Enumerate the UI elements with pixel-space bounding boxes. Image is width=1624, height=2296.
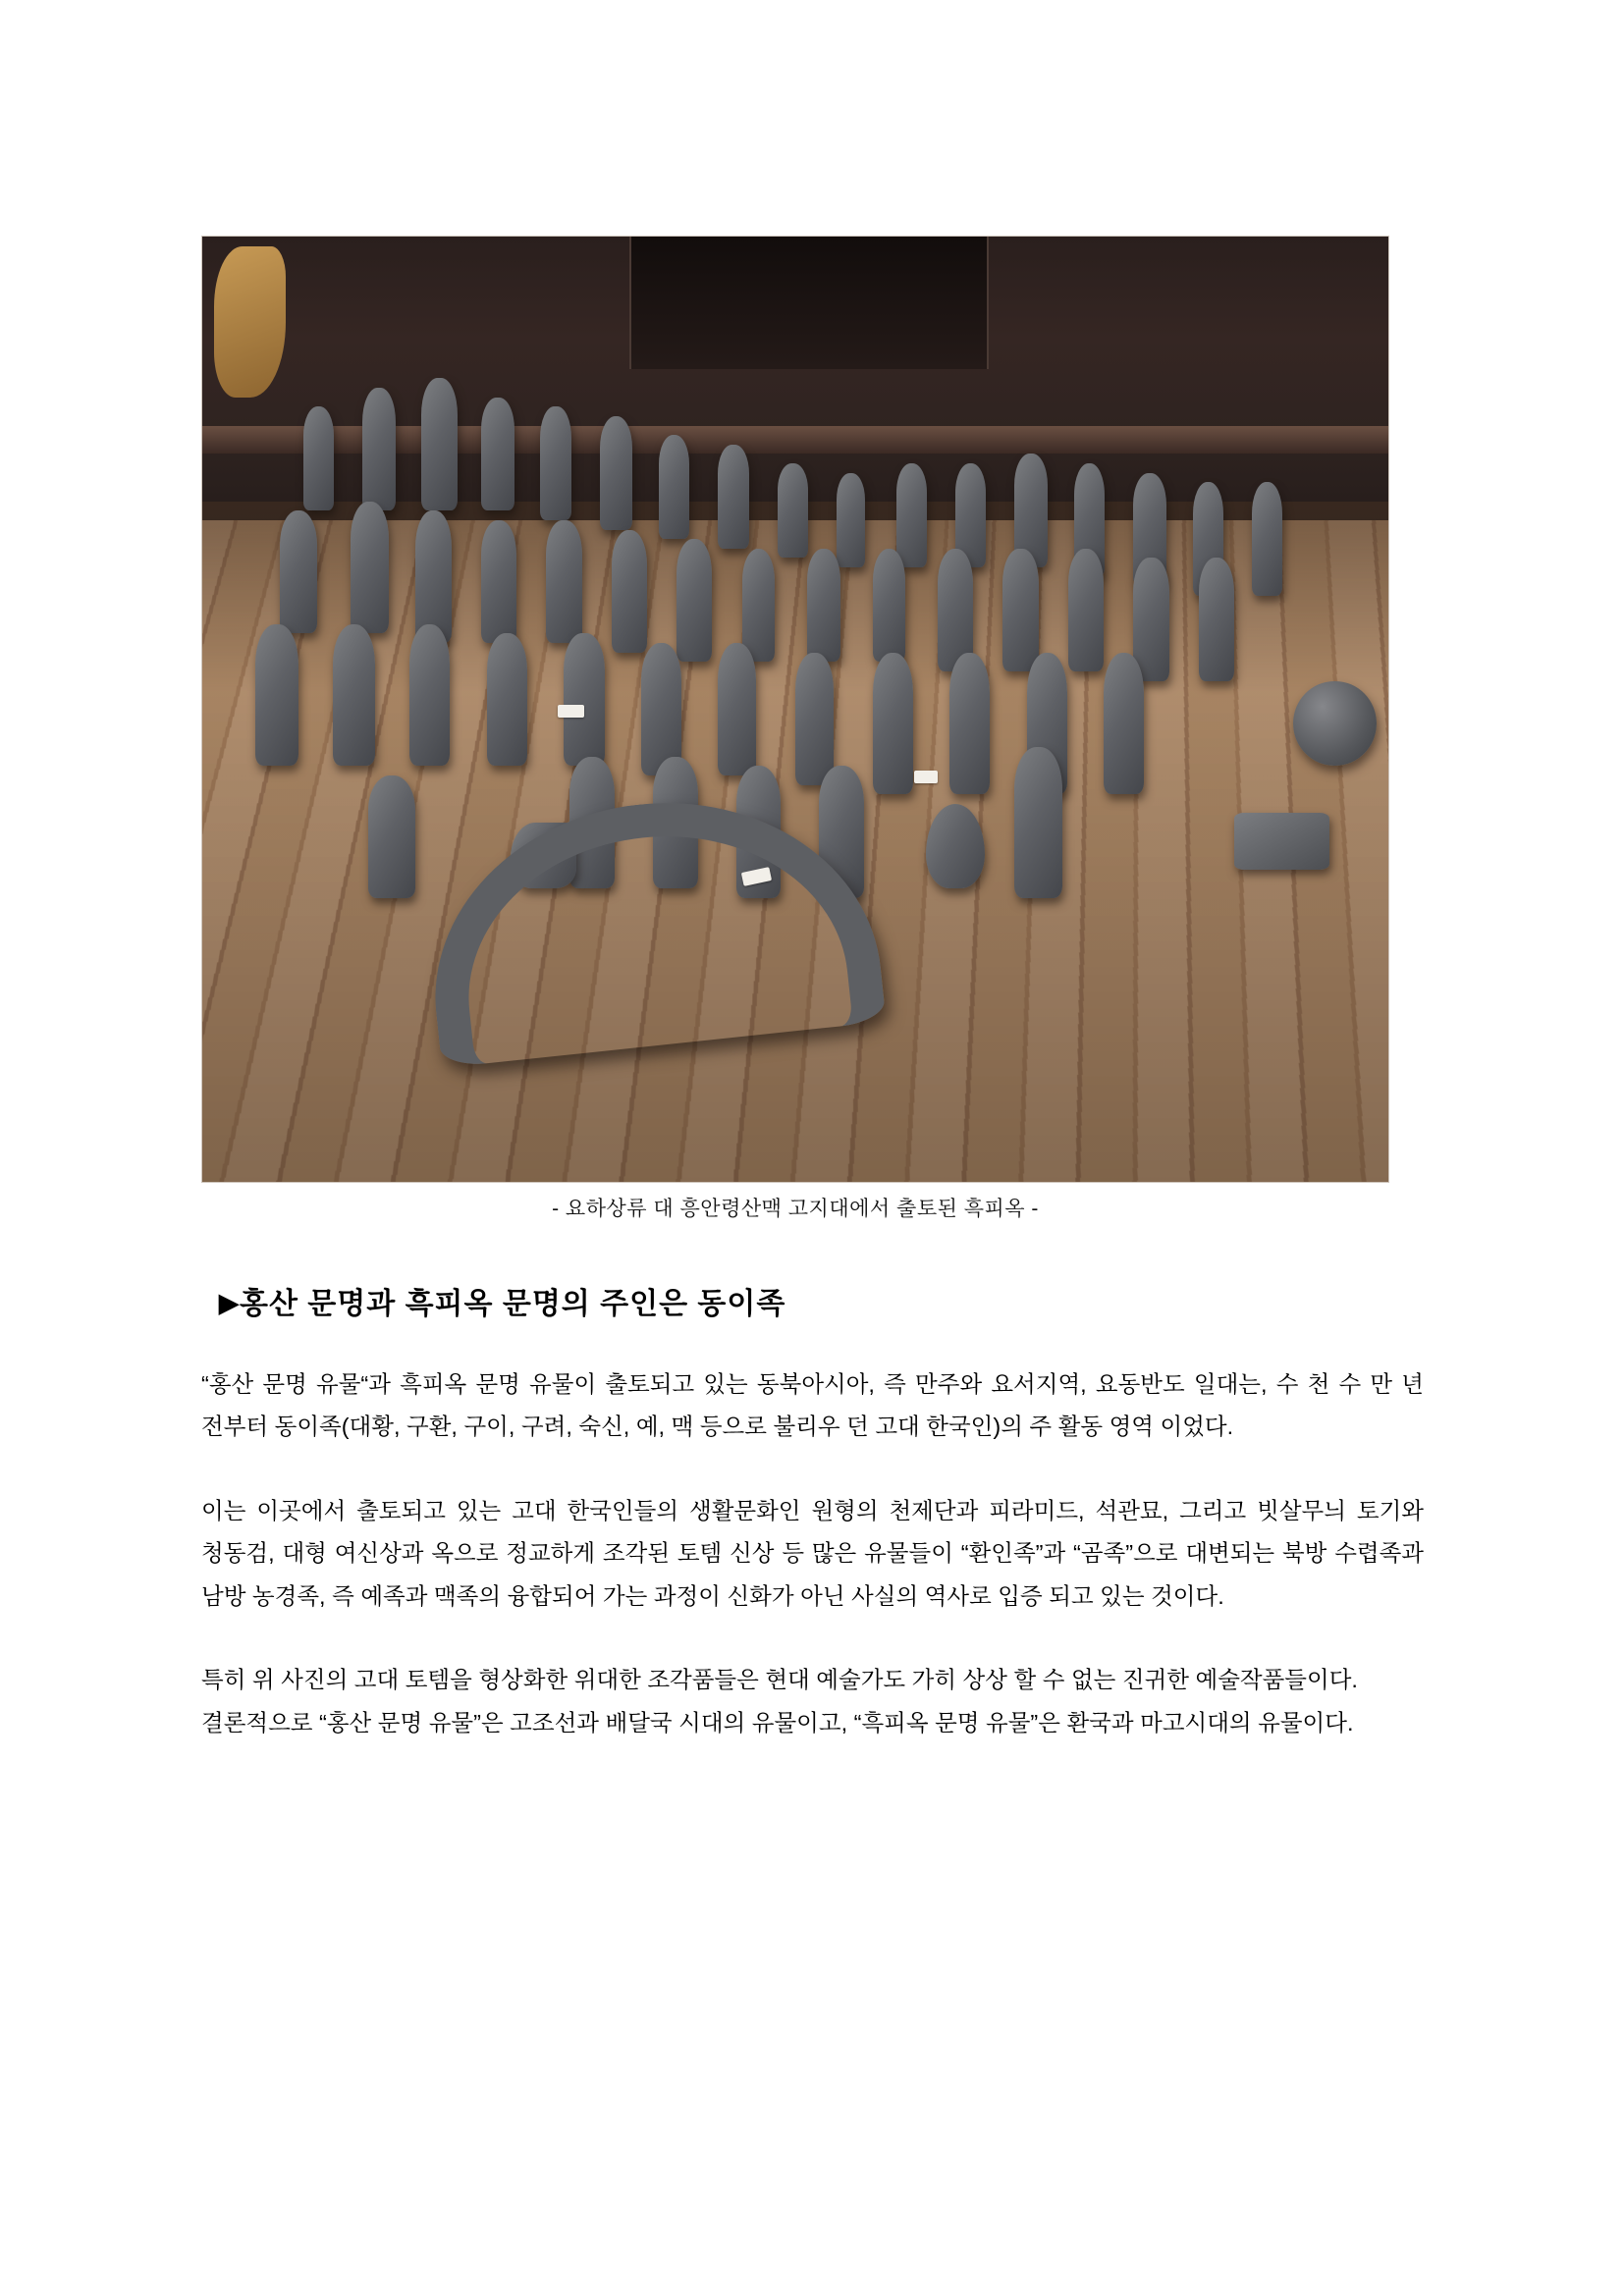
paragraph-4: 결론적으로 “홍산 문명 유물”은 고조선과 배달국 시대의 유물이고, “흑피옥 문명 유물”은 환국과 마고시대의 유물이다.: [201, 1709, 1354, 1735]
photo-stone-figures: [202, 237, 1388, 1182]
photo-label-tag: [914, 771, 938, 783]
paragraph-2: 이는 이곳에서 출토되고 있는 고대 한국인들의 생활문화인 원형의 천제단과 피라미드, 석관묘, 그리고 빗살무늬 토기와 청동검, 대형 여신상과 옥으로 정교하게 조각된 토템 신상 등 많은 유물들이 “환인족”과 “곰족”으로 대변되는 북방 수렵족과 남방 농경족, 즉 예족과 맥족의 융합되어 가는 과정이 신화가 아닌 사실의 역사로 입증 되고 있는 것이다.: [201, 1497, 1424, 1609]
figure-caption: - 요하상류 대 흥안령산맥 고지대에서 출토된 흑피옥 -: [552, 1198, 1039, 1220]
photo-disc-artifact: [1293, 681, 1377, 767]
heading-text: 홍산 문명과 흑피옥 문명의 주인은 동이족: [240, 1288, 786, 1320]
photo-slab-artifact: [1234, 813, 1329, 870]
section-heading: [219, 1279, 1424, 1322]
artifact-photo: [201, 236, 1389, 1183]
photo-label-tag: [558, 705, 584, 718]
heading-arrow-icon: ▶: [219, 1288, 240, 1317]
paragraph-1: “홍산 문명 유물“과 흑피옥 문명 유물이 출토되고 있는 동북아시아, 즉 만주와 요서지역, 요동반도 일대는, 수 천 수 만 년 전부터 동이족(대황, 구환, 구이, 구려, 숙신, 예, 맥 등으로 불리우 던 고대 한국인)의 주 활동 영역 이었다.: [201, 1371, 1424, 1440]
document-content: [201, 236, 1424, 1744]
figure-artifacts: [201, 236, 1389, 1222]
paragraph-3: 특히 위 사진의 고대 토템을 형상화한 위대한 조각품들은 현대 예술가도 가히 상상 할 수 없는 진귀한 예술작품들이다.: [201, 1667, 1358, 1693]
